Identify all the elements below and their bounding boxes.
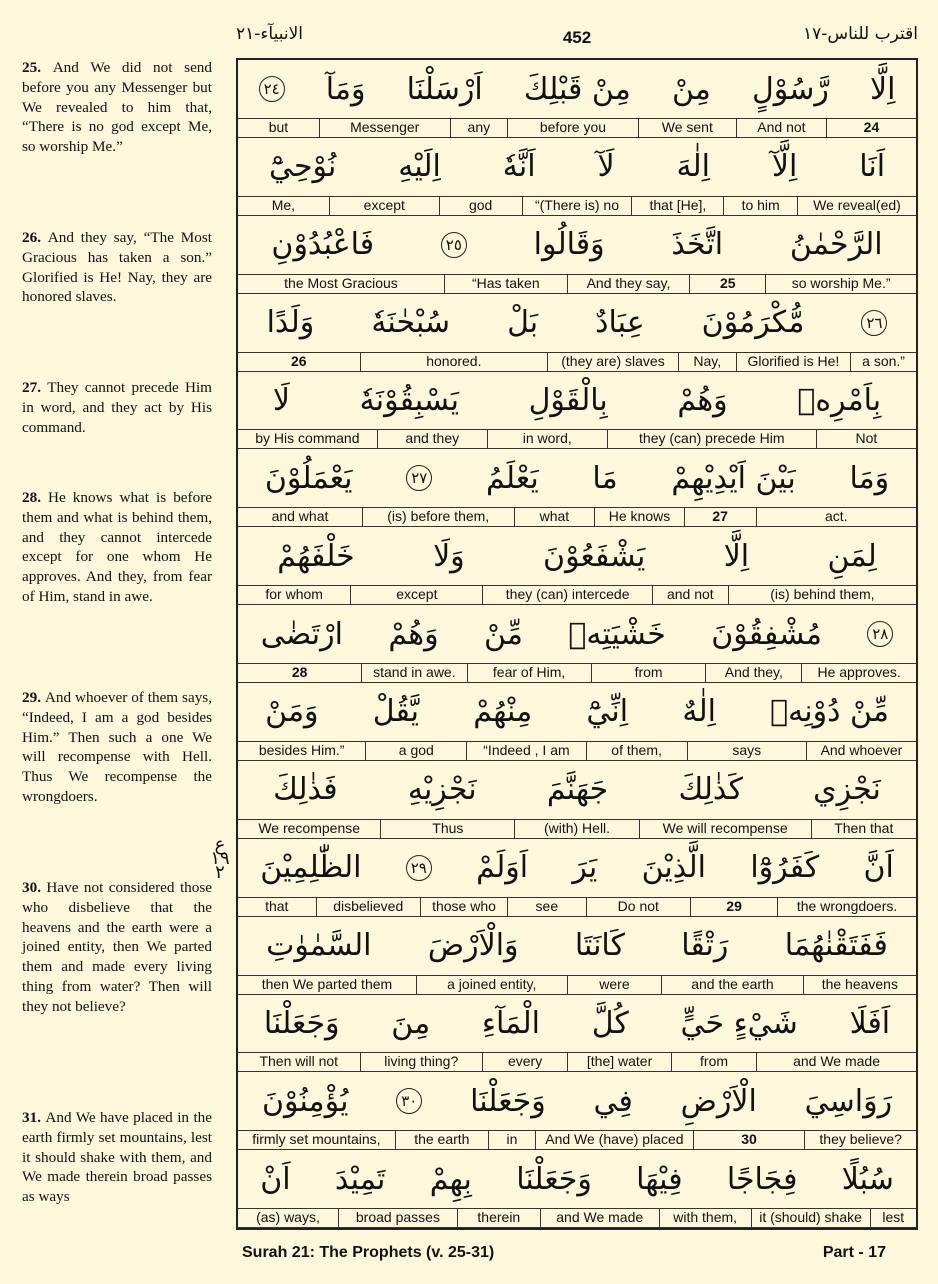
gloss-cell: they believe? [804, 1131, 916, 1149]
arabic-word: السَّمٰوٰتِ [266, 928, 372, 964]
arabic-word: خَلْفَهُمْ [277, 538, 355, 574]
arabic-word: وَجَعَلْنَا [470, 1083, 546, 1119]
arabic-word: كُلَّ [591, 1005, 629, 1041]
arabic-word: ارْتَضٰى [260, 616, 343, 652]
arabic-word: يَشْفَعُوْنَ [543, 538, 646, 574]
arabic-word: وَالْاَرْضَ [427, 928, 519, 964]
arabic-line [238, 1150, 916, 1208]
gloss-cell: and not [652, 586, 728, 604]
translation-verse [22, 58, 212, 157]
arabic-word: وَهُمْ [388, 616, 439, 652]
gloss-cell: (as) ways, [256, 1209, 320, 1226]
english-gloss-line [238, 429, 916, 449]
gloss-cell: except [350, 586, 482, 604]
grid-row [238, 138, 916, 216]
gloss-cell: in [488, 1131, 535, 1149]
gloss-cell: (is) behind them, [728, 586, 916, 604]
arabic-word: مِنْ [671, 71, 711, 107]
arabic-word: اَنَّ [863, 850, 894, 886]
gloss-cell: And they, [705, 664, 801, 682]
gloss-cell: they (can) precede Him [607, 430, 816, 448]
grid-row [238, 60, 916, 138]
gloss-cell: to him [723, 197, 797, 215]
arabic-word: لِمَنِ [827, 538, 877, 574]
arabic-word: اِلَّا [723, 538, 750, 574]
arabic-word: عِبَادٌ [595, 305, 645, 341]
arabic-word: اَنْ [260, 1161, 291, 1197]
gloss-cell: Glorified is He! [736, 353, 851, 371]
gloss-cell: any [450, 119, 508, 137]
arabic-line [238, 294, 916, 352]
grid-row [238, 1150, 916, 1228]
translation-verse [22, 878, 212, 1017]
gloss-cell: living thing? [360, 1053, 483, 1071]
translation-verse [22, 228, 212, 307]
arabic-word: بِالْقَوْلِ [528, 382, 608, 418]
gloss-cell: He approves. [801, 664, 916, 682]
arabic-word: نُوْحِيْٓ [268, 149, 337, 185]
arabic-word: وَجَعَلْنَا [263, 1005, 340, 1041]
arabic-word: اَرْسَلْنَا [406, 71, 483, 107]
footer-part-number: Part - 17 [822, 1244, 886, 1261]
arabic-line [238, 216, 916, 274]
gloss-cell: broad passes [338, 1209, 457, 1227]
gloss-cell: lest [870, 1209, 916, 1227]
gloss-cell: firmly set mountains, [252, 1131, 381, 1148]
ruku-marker: ع ۱۹ ۲ [210, 834, 230, 883]
arabic-word: وَلَا [433, 538, 465, 574]
arabic-word: اِلٰهٌ [682, 694, 716, 730]
grid-row [238, 683, 916, 761]
gloss-cell: We sent [638, 119, 736, 137]
arabic-word: فَذٰلِكَ [273, 772, 338, 808]
gloss-cell: 30 [693, 1131, 805, 1149]
arabic-line [238, 1072, 916, 1130]
footer-surah-title: Surah 21: The Prophets (v. 25-31) [242, 1244, 495, 1261]
arabic-line [238, 917, 916, 975]
arabic-word: يَّقُلْ [372, 694, 420, 730]
gloss-cell: then We parted them [261, 975, 393, 992]
arabic-word: بَلْ [507, 305, 539, 341]
verse-end-marker: ٢٧ [406, 465, 432, 491]
gloss-cell: those who [420, 898, 507, 916]
arabic-word: لَآ [597, 149, 615, 185]
arabic-word: يُؤْمِنُوْنَ [261, 1083, 349, 1119]
arabic-word: نَجْزِيْهِ [407, 772, 477, 808]
gloss-cell: We recompense [258, 819, 361, 836]
arabic-word: الْمَآءِ [481, 1005, 540, 1041]
english-gloss-line [238, 585, 916, 605]
arabic-word: لَا [272, 382, 290, 418]
arabic-line [238, 449, 916, 507]
english-gloss-line [238, 1208, 916, 1228]
gloss-cell: “(There is) no [522, 197, 632, 215]
english-gloss-line [238, 897, 916, 917]
gloss-cell: Then will not [259, 1053, 339, 1070]
gloss-cell: that [265, 897, 289, 914]
arabic-line [238, 683, 916, 741]
arabic-word: اَنَّهٗ [502, 149, 536, 185]
arabic-word: جَهَنَّمَ [546, 772, 609, 808]
arabic-word: مِّنْ دُوْنِهٖ [770, 694, 889, 730]
gloss-cell: a son.” [850, 353, 916, 371]
gloss-cell: 27 [684, 508, 756, 526]
arabic-word: الْاَرْضِ [680, 1083, 757, 1119]
arabic-word: يَعْلَمُ [485, 460, 539, 496]
gloss-cell: 24 [826, 119, 916, 137]
verse-number: 27. [22, 379, 48, 396]
gloss-cell: 25 [689, 275, 765, 293]
gloss-cell: before you [507, 119, 638, 137]
translation-verse [22, 688, 212, 807]
arabic-word: اِلَّآ [771, 149, 798, 185]
translation-verse [22, 488, 212, 607]
translation-verse [22, 378, 212, 437]
arabic-word: وَهُمْ [677, 382, 728, 418]
english-gloss-line [238, 507, 916, 527]
translation-verse [22, 1108, 212, 1207]
arabic-line [238, 60, 916, 118]
arabic-word: اِنِّيْٓ [586, 694, 629, 730]
verse-text: And We did not send before you any Messenger but We revealed to him that, “There is no god except Me, so worship Me.” [22, 59, 212, 156]
gloss-cell: besides Him.” [258, 741, 345, 758]
arabic-word: وَلَدًا [266, 305, 315, 341]
grid-row [238, 1072, 916, 1150]
gloss-cell: We reveal(ed) [797, 197, 916, 215]
arabic-word: كَفَرُوْٓا [750, 850, 820, 886]
arabic-word: مُشْفِقُوْنَ [711, 616, 822, 652]
arabic-word: سُبُلًا [841, 1161, 894, 1197]
arabic-word: اِلٰهَ [676, 149, 710, 185]
gloss-cell: (with) Hell. [514, 820, 638, 838]
gloss-cell: Then that [811, 820, 916, 838]
english-gloss-line [238, 1130, 916, 1150]
arabic-word: فَفَتَقْنٰهُمَا [784, 928, 888, 964]
verse-end-marker: ٢٤ [259, 76, 285, 102]
gloss-cell: Do not [586, 898, 690, 916]
arabic-word: مَا [592, 460, 618, 496]
gloss-cell: [the] water [567, 1053, 671, 1071]
gloss-cell: 29 [690, 898, 777, 916]
arabic-line [238, 605, 916, 663]
gloss-cell: 26 [291, 352, 307, 369]
gloss-cell: a god [365, 742, 466, 760]
gloss-cell: Nay, [678, 353, 736, 371]
gloss-cell: from [671, 1053, 756, 1071]
arabic-word: مِنْ قَبْلِكَ [523, 71, 631, 107]
arabic-word: كَانَتَا [574, 928, 625, 964]
verse-text: And they say, “The Most Gracious has taken a son.” Glorified is He! Nay, they are honored slaves. [22, 229, 212, 306]
gloss-cell: from [591, 664, 706, 682]
arabic-line [238, 527, 916, 585]
arabic-word: مِنَ [391, 1005, 431, 1041]
gloss-cell: 28 [291, 664, 308, 681]
gloss-cell: And whoever [806, 742, 916, 760]
verse-number: 29. [22, 689, 45, 706]
verse-text: They cannot precede Him in word, and they act by His command. [22, 379, 212, 436]
arabic-word: مِنْهُمْ [473, 694, 533, 730]
gloss-cell: And We (have) placed [535, 1131, 693, 1149]
gloss-cell: We will recompense [639, 820, 811, 838]
gloss-cell: act. [756, 508, 916, 526]
gloss-cell: a joined entity, [416, 976, 567, 994]
english-gloss-line [238, 118, 916, 138]
gloss-cell: the wrongdoers. [777, 898, 916, 916]
verse-text: And whoever of them says, “Indeed, I am a god besides Him.” Then such a one We will recompense with Hell. Thus We recompense the wrongdoers. [22, 689, 212, 805]
arabic-line [238, 138, 916, 196]
arabic-word: بَيْنَ اَيْدِيْهِمْ [671, 460, 796, 496]
gloss-cell: and the earth [661, 976, 802, 994]
verse-number: 30. [22, 879, 47, 896]
grid-row [238, 216, 916, 294]
verse-end-marker: ٢٨ [867, 621, 893, 647]
arabic-line [238, 761, 916, 819]
english-gloss-line [238, 975, 916, 995]
arabic-word: وَجَعَلْنَا [516, 1161, 592, 1197]
arabic-word: اتَّخَذَ [671, 227, 724, 263]
gloss-cell: and We made [756, 1053, 916, 1071]
arabic-word: رَتْقًا [681, 928, 729, 964]
verse-text: He knows what is before them and what is behind them, and they cannot intercede except for one whom He approves. And they, from fear of Him, stand in awe. [22, 489, 212, 605]
gloss-cell: with them, [659, 1209, 751, 1227]
verse-number: 25. [22, 59, 53, 76]
gloss-cell: He knows [594, 508, 684, 526]
arabic-word: فَاعْبُدُوْنِ [271, 227, 375, 263]
gloss-cell: Me, [271, 196, 296, 213]
gloss-cell: and We made [540, 1209, 659, 1227]
gloss-cell: “Indeed , I am [466, 742, 585, 760]
arabic-word: فِجَاجًا [726, 1161, 798, 1197]
verse-end-marker: ٣٠ [396, 1088, 422, 1114]
gloss-cell: of them, [586, 742, 687, 760]
gloss-cell: what [514, 508, 595, 526]
english-gloss-line [238, 352, 916, 372]
gloss-cell: and what [271, 508, 329, 525]
arabic-word: نَجْزِي [813, 772, 881, 808]
gloss-cell: stand in awe. [361, 664, 466, 682]
verse-number: 28. [22, 489, 49, 506]
arabic-word: وَقَالُوا [533, 227, 605, 263]
gloss-cell: and they [377, 430, 487, 448]
arabic-word: يَرَ [572, 850, 598, 886]
grid-row [238, 371, 916, 449]
gloss-cell: by His command [255, 430, 360, 447]
gloss-cell: for whom [265, 586, 323, 603]
gloss-cell: it (should) shake [751, 1209, 870, 1227]
gloss-cell: Not [816, 430, 916, 448]
grid-row [238, 839, 916, 917]
gloss-cell: in word, [487, 430, 607, 448]
page-header [236, 24, 918, 54]
verse-text: And We have placed in the earth firmly set mountains, lest it should shake with them, and We made therein broad passes as ways [22, 1109, 213, 1206]
arabic-word: الظّٰلِمِيْنَ [260, 850, 362, 886]
grid-row [238, 761, 916, 839]
gloss-cell: “Has taken [444, 275, 567, 293]
gloss-cell: the Most Gracious [284, 274, 398, 291]
page-number: 452 [562, 28, 592, 47]
english-gloss-line [238, 741, 916, 761]
gloss-cell: honored. [360, 353, 548, 371]
gloss-cell: And they say, [567, 275, 690, 293]
gloss-cell: Messenger [319, 119, 450, 137]
gloss-cell: every [482, 1053, 567, 1071]
gloss-cell: god [439, 197, 522, 215]
arabic-word: رَوَاسِيَ [804, 1083, 893, 1119]
arabic-word: يَسْبِقُوْنَهٗ [359, 382, 459, 418]
grid-row [238, 605, 916, 683]
arabic-word: مِّنْ [484, 616, 523, 652]
gloss-cell: that [He], [631, 197, 723, 215]
gloss-cell: were [567, 976, 662, 994]
gloss-cell: disbelieved [316, 898, 420, 916]
gloss-cell: the heavens [803, 976, 916, 994]
gloss-cell: (they are) slaves [547, 353, 678, 371]
arabic-word: شَيْءٍ حَيٍّ [680, 1005, 798, 1041]
arabic-word: وَمَا [849, 460, 890, 496]
arabic-word: اَفَلَا [849, 1005, 891, 1041]
arabic-word: بِاَمْرِهٖ [797, 382, 882, 418]
verse-number: 26. [22, 229, 48, 246]
surah-name-arabic: الانبيآء-۲۱ [236, 24, 303, 44]
verse-end-marker: ٢٦ [861, 310, 887, 336]
gloss-cell: except [329, 197, 439, 215]
gloss-cell: the earth [395, 1131, 488, 1149]
verse-text: Have not considered those who disbelieve that the heavens and the earth were a joined entity, then We parted them and made every living thing from water? Then will they not believe? [22, 879, 213, 1015]
arabic-word: بِهِمْ [429, 1161, 472, 1197]
arabic-line [238, 839, 916, 897]
arabic-word: اَنَا [859, 149, 886, 185]
english-gloss-line [238, 819, 916, 839]
arabic-word: رَّسُوْلٍ [751, 71, 829, 107]
arabic-word: سُبْحٰنَهٗ [371, 305, 451, 341]
arabic-word: وَمَآ [325, 71, 366, 107]
arabic-word: يَعْمَلُوْنَ [264, 460, 353, 496]
english-gloss-line [238, 663, 916, 683]
verse-number: 31. [22, 1109, 46, 1126]
arabic-word: وَمَنْ [265, 694, 319, 730]
juz-name-arabic: اقترب للناس-۱۷ [802, 24, 918, 44]
arabic-word: تَمِيْدَ [334, 1161, 386, 1197]
arabic-word: مُّكْرَمُوْنَ [701, 305, 805, 341]
grid-row [238, 994, 916, 1072]
verse-end-marker: ٢٥ [441, 232, 467, 258]
arabic-word: اَوَلَمْ [476, 850, 529, 886]
gloss-cell: but [268, 119, 289, 135]
grid-row [238, 449, 916, 527]
arabic-word: الرَّحْمٰنُ [789, 227, 883, 263]
arabic-word: الَّذِيْنَ [641, 850, 706, 886]
gloss-cell: they (can) intercede [482, 586, 652, 604]
arabic-word: فِي [593, 1083, 633, 1119]
gloss-cell: fear of Him, [467, 664, 591, 682]
gloss-cell: says [687, 742, 806, 760]
arabic-word: فِيْهَا [636, 1161, 683, 1197]
gloss-cell: Thus [380, 820, 514, 838]
arabic-line [238, 994, 916, 1052]
arabic-word: اِلَيْهِ [398, 149, 441, 185]
verse-end-marker: ٢٩ [406, 855, 432, 881]
word-by-word-grid [236, 58, 918, 1230]
english-gloss-line [238, 274, 916, 294]
arabic-word: اِلَّا [870, 71, 896, 107]
arabic-word: خَشْيَتِهٖ [568, 616, 666, 652]
gloss-cell: (is) before them, [362, 508, 514, 526]
english-gloss-line [238, 196, 916, 216]
gloss-cell: And not [736, 119, 826, 137]
gloss-cell: therein [457, 1209, 540, 1227]
arabic-word: كَذٰلِكَ [678, 772, 743, 808]
gloss-cell: see [507, 898, 586, 916]
grid-row [238, 917, 916, 995]
gloss-cell: so worship Me.” [765, 275, 916, 293]
arabic-line [238, 371, 916, 429]
grid-row [238, 294, 916, 372]
grid-row [238, 527, 916, 605]
english-gloss-line [238, 1052, 916, 1072]
